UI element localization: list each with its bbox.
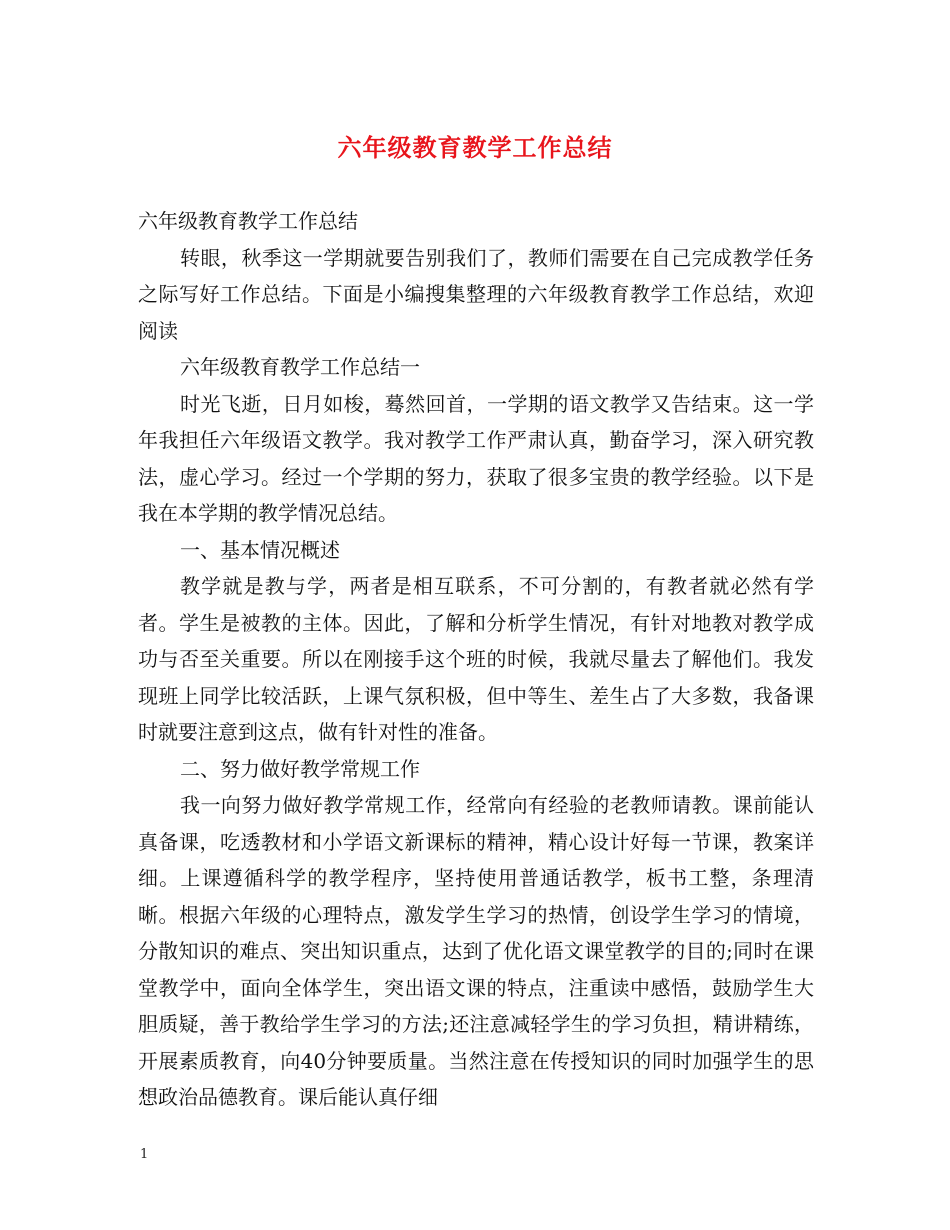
document-body bbox=[138, 203, 814, 1116]
body-heading: 六年级教育教学工作总结 bbox=[138, 209, 358, 233]
intro-paragraph: 转眼，秋季这一学期就要告别我们了，教师们需要在自己完成教学任务之际写好工作总结。下面是小编搜集整理的六年级教育教学工作总结，欢迎阅读 bbox=[138, 245, 814, 343]
paragraph-summary: 时光飞逝，日月如梭，蓦然回首，一学期的语文教学又告结束。这一学年我担任六年级语文教学。我对教学工作严肃认真，勤奋学习，深入研究教法，虚心学习。经过一个学期的努力，获取了很多宝贵的教学经验。以下是我在本学期的教学情况总结。 bbox=[138, 391, 814, 525]
section-heading-routine: 二、努力做好教学常规工作 bbox=[180, 756, 420, 781]
page-number: 1 bbox=[140, 1147, 149, 1162]
section-heading-basic: 一、基本情况概述 bbox=[180, 537, 340, 562]
section-title-one: 六年级教育教学工作总结一 bbox=[180, 355, 420, 379]
paragraph-routine: 我一向努力做好教学常规工作，经常向有经验的老教师请教。课前能认真备课，吃透教材和小学语文新课标的精神，精心设计好每一节课，教案详细。上课遵循科学的教学程序，坚持使用普通话教学，板书工整，条理清晰。根据六年级的心理特点，激发学生学习的热情，创设学生学习的情境，分散知识的难点、突出知识重点，达到了优化语文课堂教学的目的;同时在课堂教学中，面向全体学生，突出语文课的特点，注重读中感悟，鼓励学生大胆质疑，善于教给学生学习的方法;还注意减轻学生的学习负担，精讲精练，开展素质教育，向40分钟要质量。当然注意在传授知识的同时加强学生的思想政治品德教育。课后能认真仔细 bbox=[138, 793, 814, 1109]
paragraph-basic: 教学就是教与学，两者是相互联系，不可分割的，有教者就必然有学者。学生是被教的主体。因此，了解和分析学生情况，有针对地教对教学成功与否至关重要。所以在刚接手这个班的时候，我就尽量去了解他们。我发现班上同学比较活跃，上课气氛积极，但中等生、差生占了大多数，我备课时就要注意到这点，做有针对性的准备。 bbox=[138, 574, 814, 744]
document-title: 六年级教育教学工作总结 bbox=[337, 133, 613, 162]
